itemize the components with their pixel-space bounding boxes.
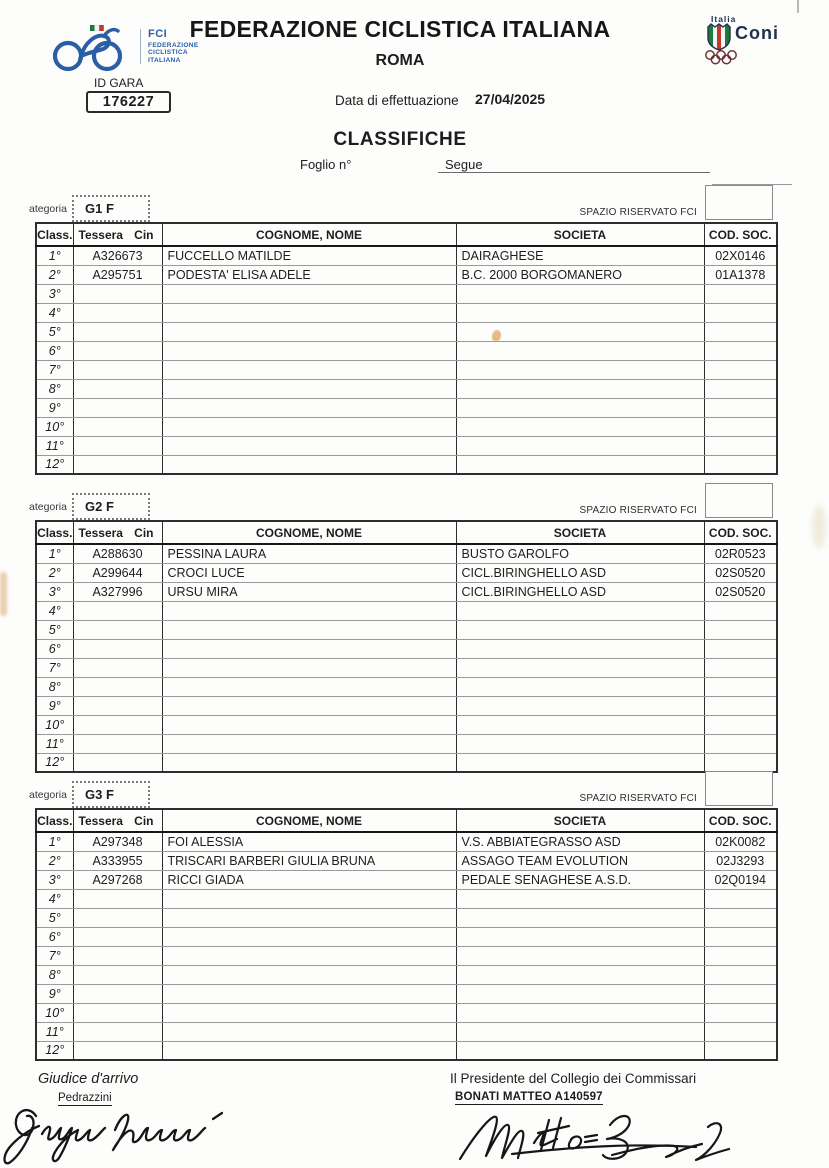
tessera-cell	[73, 753, 162, 772]
table-row	[36, 677, 777, 696]
code-cell	[704, 1041, 777, 1060]
name-cell	[162, 734, 456, 753]
table-row	[36, 851, 777, 870]
categoria-value: G1 F	[85, 201, 114, 216]
name-cell	[162, 379, 456, 398]
rank-cell: 12°	[36, 455, 73, 474]
code-cell	[704, 284, 777, 303]
code-cell	[704, 927, 777, 946]
tessera-cell	[73, 946, 162, 965]
code-cell: 02S0520	[704, 582, 777, 601]
col-header-tessera: Tessera	[78, 227, 123, 242]
code-cell	[704, 455, 777, 474]
code-cell	[704, 658, 777, 677]
tessera-cell	[73, 734, 162, 753]
name-cell: FOI ALESSIA	[162, 832, 456, 851]
tessera-cell	[73, 889, 162, 908]
team-cell	[456, 284, 704, 303]
col-header-name: COGNOME, NOME	[162, 521, 456, 544]
categoria-value-box	[72, 781, 150, 808]
code-cell: 02Q0194	[704, 870, 777, 889]
name-cell	[162, 436, 456, 455]
tessera-cell	[73, 908, 162, 927]
table-row	[36, 832, 777, 851]
name-cell: RICCI GIADA	[162, 870, 456, 889]
table-row	[36, 639, 777, 658]
code-cell	[704, 965, 777, 984]
category-section-g1f	[0, 194, 829, 476]
fci-line2: CICLISTICA	[148, 49, 188, 57]
spazio-riservato-box	[705, 483, 773, 518]
name-cell	[162, 360, 456, 379]
code-cell: 02K0082	[704, 832, 777, 851]
date-value: 27/04/2025	[475, 91, 546, 107]
rank-cell: 10°	[36, 715, 73, 734]
team-cell	[456, 417, 704, 436]
olympic-rings-icon	[704, 50, 740, 65]
scan-smudge-left	[0, 572, 7, 616]
rank-cell: 2°	[36, 851, 73, 870]
table-header-row	[36, 809, 777, 832]
col-header-tessera: Tessera	[78, 525, 123, 540]
segue-label: Segue	[445, 157, 483, 172]
scan-corner-mark	[797, 0, 799, 13]
team-cell	[456, 379, 704, 398]
col-header-name: COGNOME, NOME	[162, 223, 456, 246]
table-row	[36, 303, 777, 322]
table-header-row	[36, 521, 777, 544]
rank-cell: 3°	[36, 870, 73, 889]
fci-bicycle-icon	[52, 20, 137, 78]
tessera-cell	[73, 436, 162, 455]
rank-cell: 10°	[36, 1003, 73, 1022]
table-row	[36, 1003, 777, 1022]
table-row	[36, 734, 777, 753]
categoria-label: ategoria	[29, 789, 67, 801]
categoria-label: ategoria	[29, 501, 67, 513]
tessera-cell	[73, 984, 162, 1003]
president-title: Il Presidente del Collegio dei Commissari	[450, 1071, 697, 1086]
tessera-cell	[73, 639, 162, 658]
col-header-tessera-cin	[73, 223, 162, 246]
team-cell: CICL.BIRINGHELLO ASD	[456, 563, 704, 582]
table-row	[36, 246, 777, 265]
code-cell: 02S0520	[704, 563, 777, 582]
rank-cell: 1°	[36, 544, 73, 563]
team-cell: DAIRAGHESE	[456, 246, 704, 265]
code-cell	[704, 715, 777, 734]
team-cell: ASSAGO TEAM EVOLUTION	[456, 851, 704, 870]
name-cell: PESSINA LAURA	[162, 544, 456, 563]
fci-acronym: FCI	[148, 28, 168, 40]
team-cell: CICL.BIRINGHELLO ASD	[456, 582, 704, 601]
spazio-riservato-label: SPAZIO RISERVATO FCI	[579, 793, 697, 804]
col-header-tessera-cin	[73, 521, 162, 544]
judge-title: Giudice d'arrivo	[38, 1071, 139, 1087]
tessera-cell	[73, 677, 162, 696]
table-row	[36, 265, 777, 284]
date-label: Data di effettuazione	[335, 93, 459, 108]
team-cell	[456, 436, 704, 455]
document-title: CLASSIFICHE	[333, 129, 467, 150]
coni-italia-label: Italia	[711, 14, 737, 24]
col-header-name: COGNOME, NOME	[162, 809, 456, 832]
col-header-team: SOCIETA	[456, 521, 704, 544]
federation-title: FEDERAZIONE CICLISTICA ITALIANA	[189, 16, 611, 42]
team-cell	[456, 677, 704, 696]
col-header-team: SOCIETA	[456, 223, 704, 246]
rank-cell: 10°	[36, 417, 73, 436]
code-cell	[704, 753, 777, 772]
tessera-cell: A295751	[73, 265, 162, 284]
name-cell	[162, 889, 456, 908]
rank-cell: 8°	[36, 379, 73, 398]
team-cell: V.S. ABBIATEGRASSO ASD	[456, 832, 704, 851]
team-cell	[456, 1041, 704, 1060]
team-cell	[456, 734, 704, 753]
table-row	[36, 946, 777, 965]
name-cell	[162, 455, 456, 474]
name-cell: CROCI LUCE	[162, 563, 456, 582]
team-cell	[456, 889, 704, 908]
code-cell: 02R0523	[704, 544, 777, 563]
categoria-value: G3 F	[85, 787, 114, 802]
rank-cell: 12°	[36, 1041, 73, 1060]
table-row	[36, 696, 777, 715]
rank-cell: 9°	[36, 696, 73, 715]
name-cell	[162, 398, 456, 417]
italian-flag-icon	[90, 25, 104, 31]
name-cell	[162, 677, 456, 696]
team-cell	[456, 927, 704, 946]
table-row	[36, 322, 777, 341]
coni-shield-icon	[706, 22, 732, 52]
rank-cell: 3°	[36, 284, 73, 303]
results-table-g3f	[35, 808, 778, 1061]
table-row	[36, 620, 777, 639]
col-header-code: COD. SOC.	[704, 521, 777, 544]
team-cell	[456, 360, 704, 379]
foglio-underline	[438, 172, 710, 173]
code-cell	[704, 908, 777, 927]
name-cell: URSU MIRA	[162, 582, 456, 601]
results-table-g1f	[35, 222, 778, 475]
rank-cell: 11°	[36, 436, 73, 455]
rank-cell: 4°	[36, 889, 73, 908]
rank-cell: 3°	[36, 582, 73, 601]
name-cell	[162, 1003, 456, 1022]
id-gara-value-box: 176227	[86, 91, 171, 113]
table-row	[36, 889, 777, 908]
tessera-cell	[73, 715, 162, 734]
tessera-cell: A299644	[73, 563, 162, 582]
team-cell	[456, 1003, 704, 1022]
categoria-value-box	[72, 493, 150, 520]
table-row	[36, 544, 777, 563]
team-cell	[456, 601, 704, 620]
fci-line1: FEDERAZIONE	[148, 42, 199, 49]
name-cell	[162, 1022, 456, 1041]
rank-cell: 5°	[36, 620, 73, 639]
tessera-cell	[73, 398, 162, 417]
rank-cell: 4°	[36, 303, 73, 322]
col-header-cin: Cin	[134, 227, 154, 242]
col-header-tessera: Tessera	[78, 813, 123, 828]
team-cell	[456, 965, 704, 984]
team-cell	[456, 984, 704, 1003]
team-cell	[456, 303, 704, 322]
rank-cell: 9°	[36, 984, 73, 1003]
table-row	[36, 1022, 777, 1041]
spazio-riservato-box	[705, 771, 773, 806]
rank-cell: 5°	[36, 322, 73, 341]
team-cell	[456, 620, 704, 639]
fci-logo	[52, 20, 137, 83]
table-row	[36, 908, 777, 927]
results-table-g2f	[35, 520, 778, 773]
tessera-cell	[73, 303, 162, 322]
category-section-g2f	[0, 492, 829, 774]
tessera-cell: A326673	[73, 246, 162, 265]
code-cell	[704, 620, 777, 639]
team-cell	[456, 658, 704, 677]
name-cell	[162, 696, 456, 715]
code-cell	[704, 303, 777, 322]
tessera-cell	[73, 1003, 162, 1022]
team-cell	[456, 908, 704, 927]
table-row	[36, 563, 777, 582]
code-cell	[704, 417, 777, 436]
team-cell	[456, 753, 704, 772]
table-row	[36, 417, 777, 436]
table-row	[36, 379, 777, 398]
team-cell: PEDALE SENAGHESE A.S.D.	[456, 870, 704, 889]
fci-line3: ITALIANA	[148, 56, 181, 64]
rank-cell: 11°	[36, 1022, 73, 1041]
judge-name: Pedrazzini	[58, 1092, 112, 1104]
name-cell: TRISCARI BARBERI GIULIA BRUNA	[162, 851, 456, 870]
code-cell	[704, 1003, 777, 1022]
col-header-cin: Cin	[134, 525, 154, 540]
name-cell	[162, 715, 456, 734]
team-cell	[456, 341, 704, 360]
table-header-row	[36, 223, 777, 246]
tessera-cell	[73, 455, 162, 474]
code-cell	[704, 984, 777, 1003]
tessera-cell: A288630	[73, 544, 162, 563]
col-header-cin: Cin	[134, 813, 154, 828]
tessera-cell	[73, 927, 162, 946]
categoria-label: ategoria	[29, 203, 67, 215]
judge-signature	[2, 1098, 242, 1166]
name-cell	[162, 322, 456, 341]
table-row	[36, 582, 777, 601]
federation-city: ROMA	[375, 52, 425, 69]
code-cell	[704, 677, 777, 696]
code-cell	[704, 601, 777, 620]
tessera-cell	[73, 341, 162, 360]
team-cell	[456, 715, 704, 734]
name-cell	[162, 284, 456, 303]
team-cell: BUSTO GAROLFO	[456, 544, 704, 563]
col-header-code: COD. SOC.	[704, 809, 777, 832]
name-cell	[162, 753, 456, 772]
president-name: BONATI MATTEO A140597	[455, 1091, 603, 1103]
team-cell	[456, 455, 704, 474]
id-gara-label: ID GARA	[94, 76, 144, 90]
table-row	[36, 455, 777, 474]
scan-smudge-right	[812, 505, 826, 549]
rank-cell: 11°	[36, 734, 73, 753]
name-cell: PODESTA' ELISA ADELE	[162, 265, 456, 284]
tessera-cell	[73, 417, 162, 436]
code-cell	[704, 639, 777, 658]
rank-cell: 4°	[36, 601, 73, 620]
code-cell: 02X0146	[704, 246, 777, 265]
tessera-cell: A297268	[73, 870, 162, 889]
team-cell	[456, 639, 704, 658]
code-cell	[704, 946, 777, 965]
name-cell	[162, 341, 456, 360]
name-cell	[162, 658, 456, 677]
rank-cell: 9°	[36, 398, 73, 417]
spazio-riservato-label: SPAZIO RISERVATO FCI	[579, 207, 697, 218]
team-cell	[456, 398, 704, 417]
name-cell	[162, 639, 456, 658]
rank-cell: 5°	[36, 908, 73, 927]
name-cell	[162, 1041, 456, 1060]
code-cell	[704, 696, 777, 715]
table-row	[36, 360, 777, 379]
code-cell: 02J3293	[704, 851, 777, 870]
code-cell: 01A1378	[704, 265, 777, 284]
col-header-code: COD. SOC.	[704, 223, 777, 246]
team-cell: B.C. 2000 BORGOMANERO	[456, 265, 704, 284]
rank-cell: 7°	[36, 658, 73, 677]
rank-cell: 2°	[36, 563, 73, 582]
rank-cell: 7°	[36, 360, 73, 379]
name-cell	[162, 946, 456, 965]
code-cell	[704, 341, 777, 360]
code-cell	[704, 436, 777, 455]
tessera-cell	[73, 1041, 162, 1060]
tessera-cell	[73, 696, 162, 715]
table-row	[36, 658, 777, 677]
name-cell	[162, 303, 456, 322]
team-cell	[456, 946, 704, 965]
rank-cell: 8°	[36, 965, 73, 984]
tessera-cell	[73, 601, 162, 620]
rank-cell: 8°	[36, 677, 73, 696]
col-header-class: Class.	[36, 521, 73, 544]
table-row	[36, 284, 777, 303]
name-cell: FUCCELLO MATILDE	[162, 246, 456, 265]
rank-cell: 6°	[36, 639, 73, 658]
tessera-cell	[73, 284, 162, 303]
rank-cell: 6°	[36, 927, 73, 946]
table-row	[36, 870, 777, 889]
table-row	[36, 984, 777, 1003]
tessera-cell	[73, 1022, 162, 1041]
rank-cell: 2°	[36, 265, 73, 284]
tessera-cell: A327996	[73, 582, 162, 601]
tessera-cell	[73, 379, 162, 398]
tessera-cell: A297348	[73, 832, 162, 851]
tessera-cell	[73, 322, 162, 341]
tessera-cell	[73, 360, 162, 379]
name-cell	[162, 601, 456, 620]
col-header-tessera-cin	[73, 809, 162, 832]
code-cell	[704, 734, 777, 753]
name-cell	[162, 417, 456, 436]
rank-cell: 7°	[36, 946, 73, 965]
table-row	[36, 1041, 777, 1060]
tessera-cell	[73, 965, 162, 984]
table-row	[36, 398, 777, 417]
table-row	[36, 715, 777, 734]
name-cell	[162, 908, 456, 927]
table-row	[36, 965, 777, 984]
category-section-g3f	[0, 780, 829, 1062]
name-cell	[162, 984, 456, 1003]
code-cell	[704, 360, 777, 379]
rank-cell: 1°	[36, 246, 73, 265]
table-row	[36, 601, 777, 620]
rank-cell: 12°	[36, 753, 73, 772]
president-signature	[452, 1103, 747, 1165]
rank-cell: 1°	[36, 832, 73, 851]
table-row	[36, 436, 777, 455]
name-cell	[162, 927, 456, 946]
tessera-cell	[73, 658, 162, 677]
table-row	[36, 753, 777, 772]
name-cell	[162, 620, 456, 639]
code-cell	[704, 889, 777, 908]
table-row	[36, 341, 777, 360]
spazio-riservato-box	[705, 185, 773, 220]
code-cell	[704, 1022, 777, 1041]
team-cell	[456, 696, 704, 715]
code-cell	[704, 379, 777, 398]
col-header-class: Class.	[36, 223, 73, 246]
categoria-value-box	[72, 195, 150, 222]
spazio-riservato-label: SPAZIO RISERVATO FCI	[579, 505, 697, 516]
rank-cell: 6°	[36, 341, 73, 360]
team-cell	[456, 1022, 704, 1041]
foglio-label: Foglio n°	[300, 157, 352, 172]
col-header-class: Class.	[36, 809, 73, 832]
code-cell	[704, 398, 777, 417]
tessera-cell: A333955	[73, 851, 162, 870]
tessera-cell	[73, 620, 162, 639]
col-header-team: SOCIETA	[456, 809, 704, 832]
name-cell	[162, 965, 456, 984]
categoria-value: G2 F	[85, 499, 114, 514]
coni-name-label: Coni	[735, 23, 779, 43]
code-cell	[704, 322, 777, 341]
table-row	[36, 927, 777, 946]
